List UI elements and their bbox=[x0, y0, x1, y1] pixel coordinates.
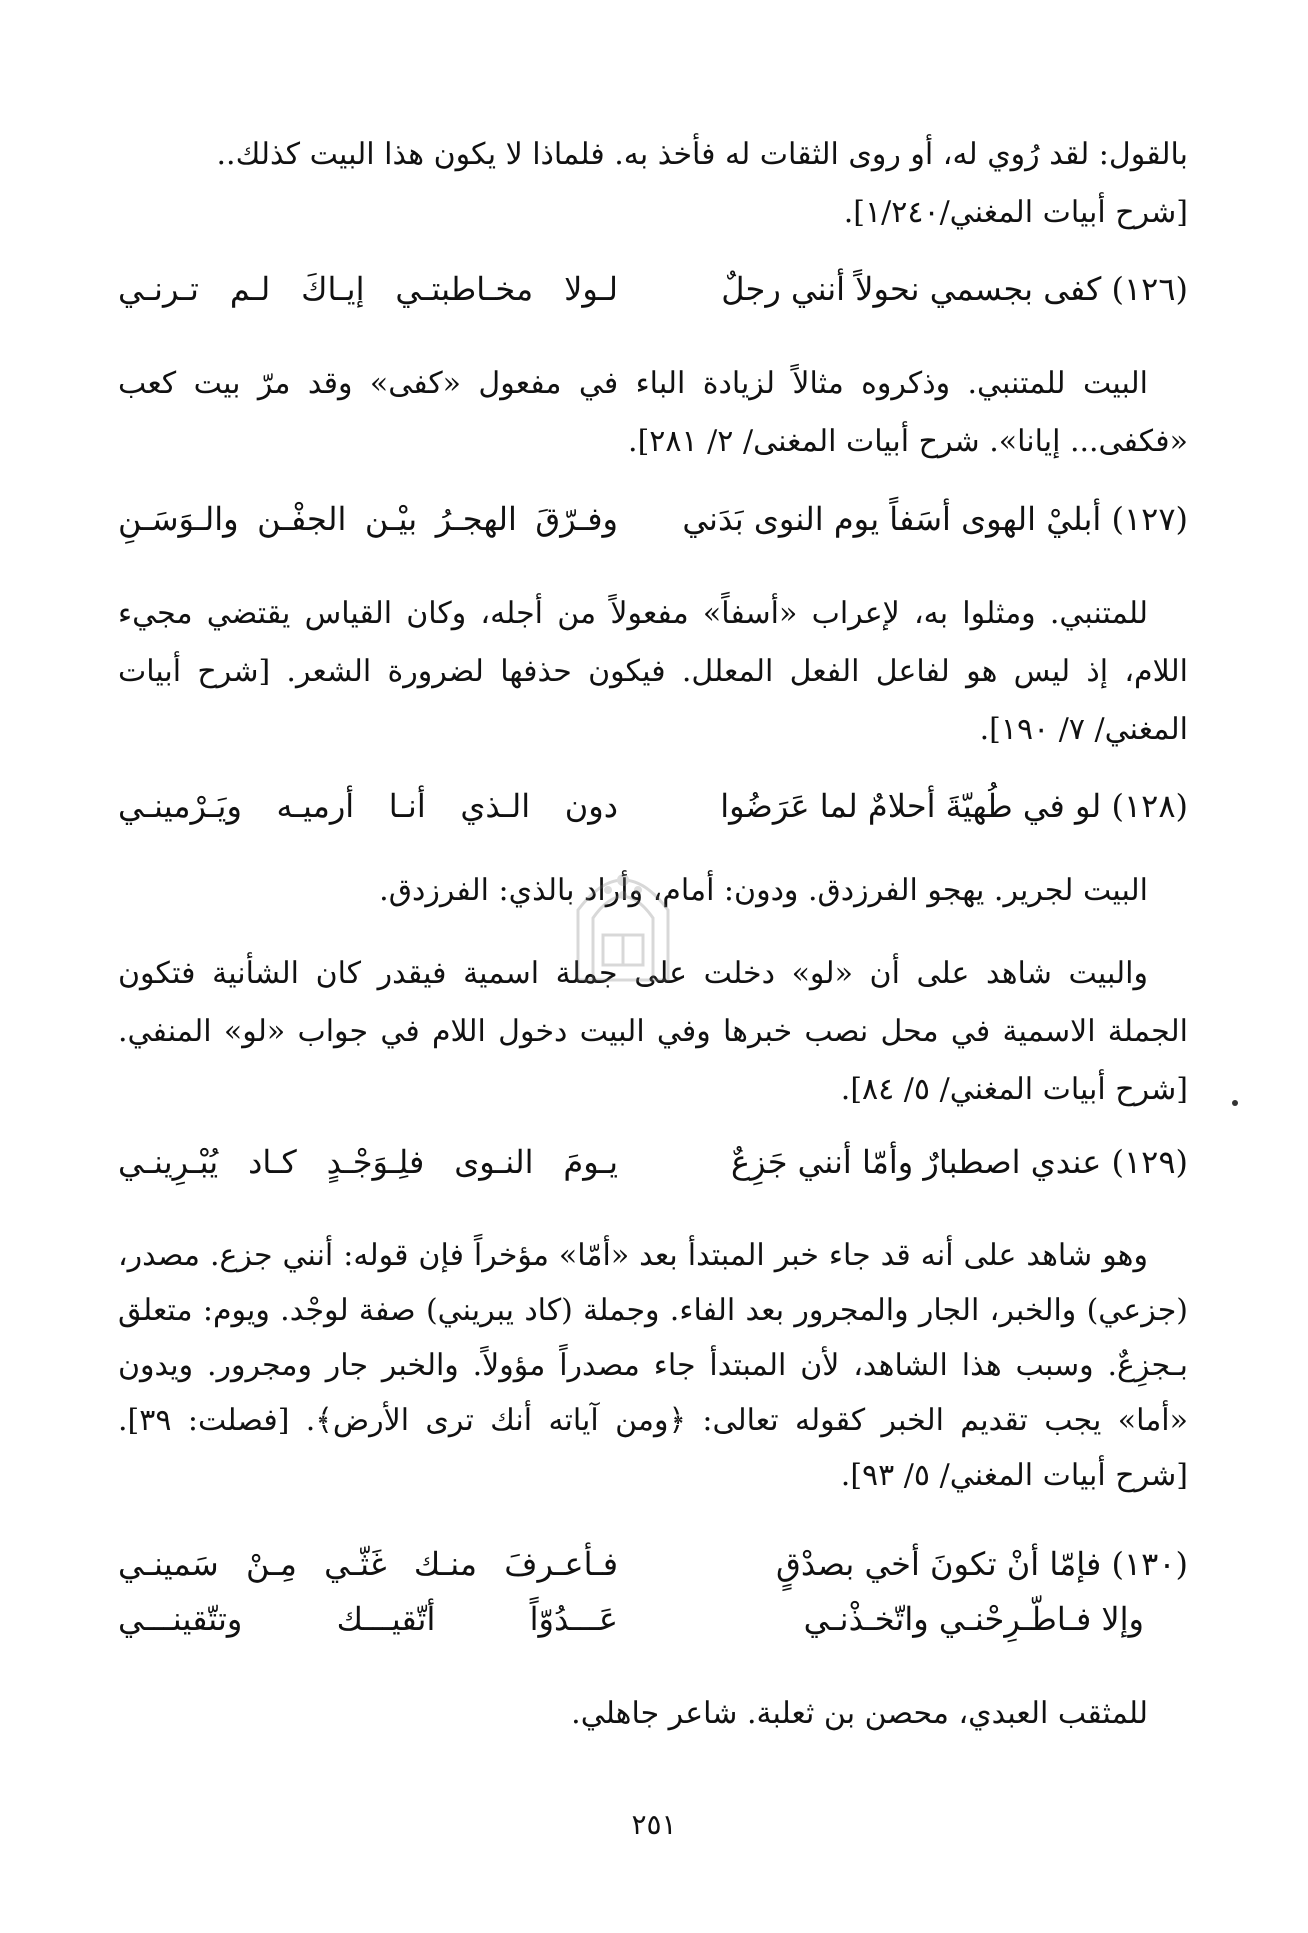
verse-126-first-half: كفى بجسمي نحولاً أنني رجلٌ bbox=[721, 270, 1102, 308]
verse-130-first-half: فإمّا أنْ تكونَ أخي بصدْقٍ bbox=[776, 1545, 1102, 1583]
verse-128-first-half: لو في طُهيّةَ أحلامٌ لما عَرَضُوا bbox=[720, 787, 1102, 825]
commentary-127 bbox=[118, 585, 1188, 759]
verse-127 bbox=[118, 500, 1188, 558]
commentary-129-text: وهو شاهد على أنه قد جاء خبر المبتدأ بعد «أمّا» مؤخراً فإن قوله: أنني جزع. مصدر، (جزعي) والخبر، الجار والمجرور بعد الفاء. وجملة (كاد يبريني) صفة لوجْد. ويوم: متعلق بـجزِعٌ. وسبب هذا الشاهد، لأن المبتدأ جاء مصدراً مؤولاً. والخبر جار ومجرور. ويدون «أما» يجب تقديم الخبر كقوله تعالى: ﴿ومن آياته أنك ترى الأرض﴾. [فصلت: ٣٩]. [شرح أبيات المغني/ ٥/ ٩٣]. bbox=[118, 1238, 1188, 1493]
verse-127-number: (١٢٧) bbox=[1111, 500, 1188, 538]
verse-129-number: (١٢٩) bbox=[1111, 1143, 1188, 1181]
verse-130-hemistich-1 bbox=[648, 1545, 1188, 1583]
verse-126-number: (١٢٦) bbox=[1111, 270, 1188, 308]
verse-126-hemistich-2: لـولا مخـاطبتـي إيـاكَ لـم تـرنـي bbox=[118, 270, 618, 308]
commentary-127-text: للمتنبي. ومثلوا به، لإعراب «أسفاً» مفعولاً من أجله، وكان القياس يقتضي مجيء اللام، إذ ليس هو لفاعل الفعل المعلل. فيكون حذفها لضرورة الشعر. [شرح أبيات المغني/ ٧/ ١٩٠]. bbox=[118, 596, 1188, 747]
verse-127-hemistich-2: وفـرّقَ الهجـرُ بيْـن الجفْـن والـوَسَـنِ bbox=[118, 500, 618, 538]
commentary-128a-text: البيت لجرير. يهجو الفرزدق. ودون: أمام، وأراد بالذي: الفرزدق. bbox=[379, 873, 1148, 908]
verse-126-hemistich-1 bbox=[648, 270, 1188, 308]
intro-paragraph bbox=[118, 126, 1188, 242]
commentary-130-text: للمثقب العبدي، محصن بن ثعلبة. شاعر جاهلي. bbox=[571, 1696, 1148, 1731]
verse-128 bbox=[118, 787, 1188, 845]
verse-127-hemistich-1 bbox=[648, 500, 1188, 538]
verse-129-hemistich-1 bbox=[648, 1143, 1188, 1181]
verse-130-line-1 bbox=[118, 1545, 1188, 1603]
verse-128-hemistich-2: دون الـذي أنـا أرميـه ويَـرْمينـي bbox=[118, 787, 618, 825]
verse-129-hemistich-2: يـومَ النـوى فلِـوَجْـدٍ كـاد يُبْـرِينـي bbox=[118, 1143, 618, 1181]
verse-130-hemistich-2: فـأعـرفَ منـك غَثّـي مِـنْ سَمينـي bbox=[118, 1545, 618, 1583]
verse-130-number: (١٣٠) bbox=[1111, 1545, 1188, 1583]
commentary-128b-text: والبيت شاهد على أن «لو» دخلت على جملة اسمية فيقدر كان الشأنية فتكون الجملة الاسمية في محل نصب خبرها وفي البيت دخول اللام في جواب «لو» المنفي. [شرح أبيات المغني/ ٥/ ٨٤]. bbox=[118, 956, 1188, 1107]
verse-129-first-half: عندي اصطبارٌ وأمّا أنني جَزِعٌ bbox=[730, 1143, 1102, 1181]
verse-130-hemistich-3: وإلا فـاطّـرِحْنـي واتّخـذْنـي bbox=[803, 1600, 1144, 1638]
commentary-129 bbox=[118, 1228, 1188, 1503]
intro-line-2: [شرح أبيات المغني/١/٢٤٠]. bbox=[843, 195, 1188, 230]
verse-130-line-2 bbox=[118, 1600, 1188, 1658]
verse-126 bbox=[118, 270, 1188, 328]
page-number: ٢٥١ bbox=[631, 1808, 677, 1841]
verse-128-hemistich-1 bbox=[648, 787, 1188, 825]
verse-127-first-half: أبليْ الهوى أسَفاً يوم النوى بَدَني bbox=[682, 500, 1102, 538]
verse-128-number: (١٢٨) bbox=[1111, 787, 1188, 825]
commentary-126 bbox=[118, 355, 1188, 471]
watermark-stamp-icon bbox=[548, 840, 698, 990]
verse-130-hemistich-4: عَـــدُوّاً أتّقيـــك وتتّقينـــي bbox=[118, 1600, 618, 1638]
commentary-130 bbox=[118, 1685, 1188, 1743]
verse-129 bbox=[118, 1143, 1188, 1201]
margin-dot bbox=[1232, 1100, 1238, 1106]
commentary-126-text: البيت للمتنبي. وذكروه مثالاً لزيادة الباء في مفعول «كفى» وقد مرّ بيت كعب «فكفى... إيانا». شرح أبيات المغنى/ ٢/ ٢٨١]. bbox=[118, 366, 1188, 459]
intro-line-1: بالقول: لقد رُوي له، أو روى الثقات له فأخذ به. فلماذا لا يكون هذا البيت كذلك.. bbox=[216, 137, 1188, 172]
